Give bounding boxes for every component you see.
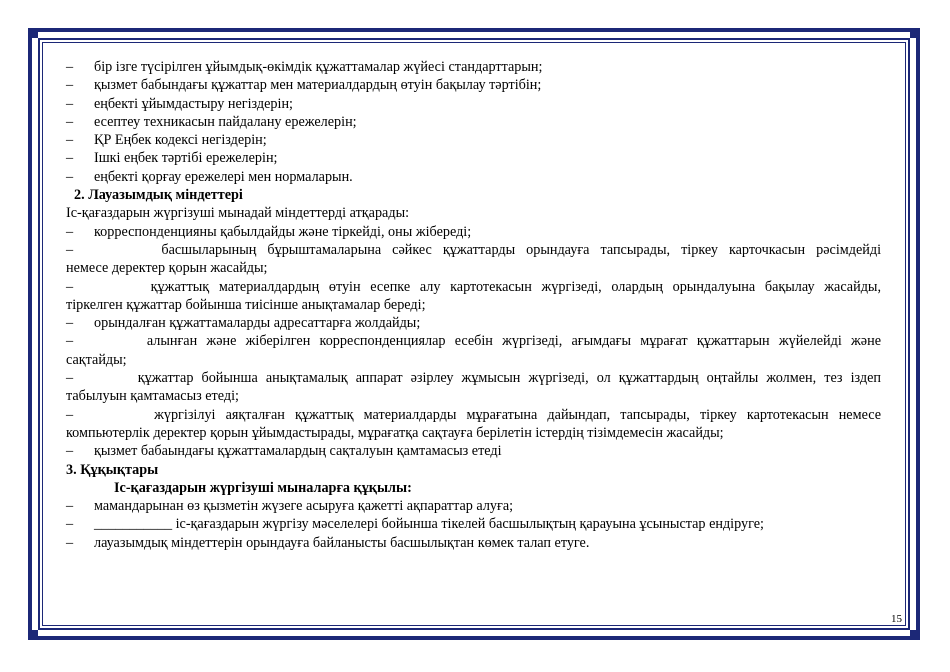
section-3-title: 3. Құқықтары xyxy=(66,461,159,478)
border-corner-bottom-right xyxy=(910,630,920,640)
section-2-title: 2. Лауазымдық міндеттері xyxy=(74,187,243,204)
list-item: – ___________ іс-қағаздарын жүргізу мәселелері бойынша тікелей басшылықтың қарауына ұсыныстар ендіруге; xyxy=(66,516,764,533)
list-item: – қызмет бабындағы құжаттар мен материалдардың өтуін бақылау тәртібін; xyxy=(66,77,542,94)
border-corner-top-right xyxy=(910,28,920,38)
list-item: – басшыларының бұрыштамаларына сәйкес құжаттарды орындауға тапсырады, тіркеу карточкасын рәсімдейді немесе деректер қорын жасайды; xyxy=(66,241,882,277)
list-item: – қызмет бабаындағы құжаттамалардың сақталуын қамтамасыз етеді xyxy=(66,443,502,460)
border-corner-bottom-left xyxy=(28,630,38,640)
list-item: – лауазымдық міндеттерін орындауға байланысты басшылықтан көмек талап етуге. xyxy=(66,534,590,551)
list-item: – құжаттар бойынша анықтамалық аппарат әзірлеу жұмысын жүргізеді, ол құжаттардың оңтайлы жолмен, тез іздеп табылуын қамтамасыз етеді; xyxy=(66,370,882,405)
list-item: – есептеу техникасын пайдалану ережелерін; xyxy=(66,113,357,130)
list-item: – құжаттық материалдардың өтуін есепке алу картотекасын жүргізеді, олардың орындалуына бақылау жасайды, тіркелген құжаттар бойынша тиісінше анықтамалар береді; xyxy=(66,278,881,313)
document-content xyxy=(66,58,881,552)
list-item: – алынған және жіберілген корреспонденциялар есебін жүргізеді, ағымдағы мұрағат құжаттарын жүйелейді және сақтайды; xyxy=(66,333,881,368)
list-item: – корреспонденцияны қабылдайды және тіркейді, оны жібереді; xyxy=(66,223,472,240)
knowledge-list xyxy=(66,58,881,186)
list-item: – еңбекті қорғау ережелері мен нормаларын. xyxy=(66,168,353,185)
list-item: – орындалған құжаттамаларды адресаттарға жолдайды; xyxy=(66,315,421,332)
rights-list xyxy=(66,497,881,552)
list-item: – жүргізілуі аяқталған құжаттық материалдарды мұрағатына дайындап, тапсырады, тіркеу картотекасын немесе компьютерлік деректер қорын ұйымдастырады, мұрағатқа сақтауға берілетін істердің тізімдемесін жасайды; xyxy=(66,406,881,441)
section-2-intro: Іс-қағаздарын жүргізуші мынадай міндеттерді атқарады: xyxy=(66,205,410,222)
list-item: – бір ізге түсірілген ұйымдық-өкімдік құжаттамалар жүйесі стандарттарын; xyxy=(66,59,543,75)
page-number: 15 xyxy=(891,613,902,625)
duties-list xyxy=(66,223,881,461)
section-3-subtitle: Іс-қағаздарын жүргізуші мыналарға құқылы: xyxy=(114,479,412,496)
list-item: – еңбекті ұйымдастыру негіздерін; xyxy=(66,95,293,112)
list-item: – Ішкі еңбек тәртібі ережелерін; xyxy=(66,150,278,167)
list-item: – мамандарынан өз қызметін жүзеге асыруға қажетті ақпараттар алуға; xyxy=(66,498,514,515)
border-corner-top-left xyxy=(28,28,38,38)
list-item: – ҚР Еңбек кодексі негіздерін; xyxy=(66,132,267,149)
